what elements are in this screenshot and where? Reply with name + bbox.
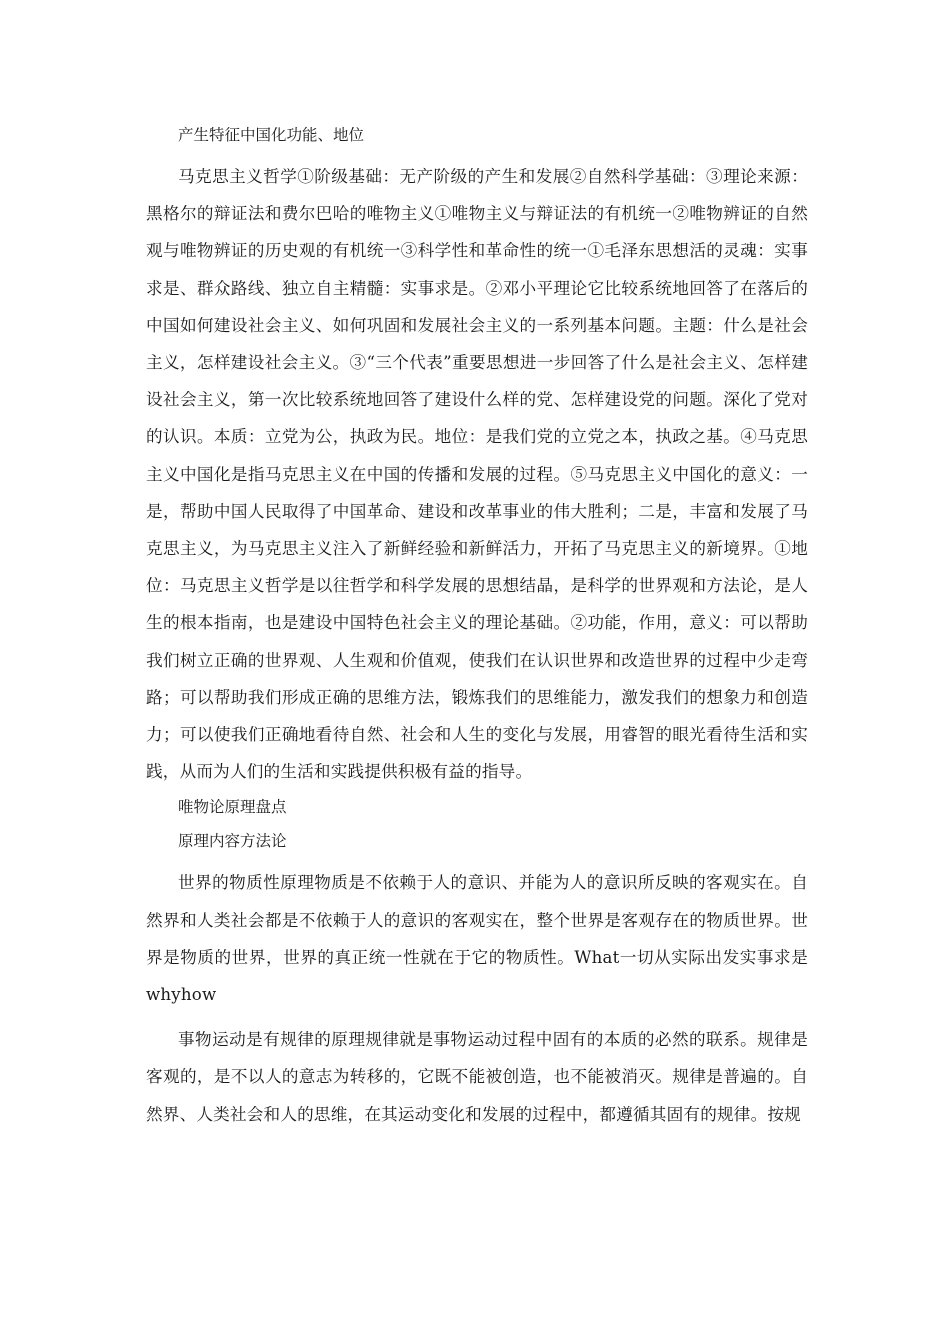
body-paragraph: 世界的物质性原理物质是不依赖于人的意识、并能为人的意识所反映的客观实在。自然界和人类社会都是不依赖于人的意识的客观实在，整个世界是客观存在的物质世界。世界是物质的世界，世界的真正统一性就在于它的物质性。What一切从实际出发实事求是whyhow <box>146 873 808 1005</box>
document-body <box>146 118 808 1133</box>
body-paragraph: 马克思主义哲学①阶级基础：无产阶级的产生和发展②自然科学基础：③理论来源：黑格尔的辩证法和费尔巴哈的唯物主义①唯物主义与辩证法的有机统一②唯物辨证的自然观与唯物辨证的历史观的有机统一③科学性和革命性的统一①毛泽东思想活的灵魂：实事求是、群众路线、独立自主精髓：实事求是。②邓小平理论它比较系统地回答了在落后的中国如何建设社会主义、如何巩固和发展社会主义的一系列基本问题。主题：什么是社会主义，怎样建设社会主义。③“三个代表”重要思想进一步回答了什么是社会主义、怎样建设社会主义，第一次比较系统地回答了建设什么样的党、怎样建设党的问题。深化了党对的认识。本质：立党为公，执政为民。地位：是我们党的立党之本，执政之基。④马克思主义中国化是指马克思主义在中国的传播和发展的过程。⑤马克思主义中国化的意义：一是，帮助中国人民取得了中国革命、建设和改革事业的伟大胜利；二是，丰富和发展了马克思主义，为马克思主义注入了新鲜经验和新鲜活力，开拓了马克思主义的新境界。①地位：马克思主义哲学是以往哲学和科学发展的思想结晶，是科学的世界观和方法论，是人生的根本指南，也是建设中国特色社会主义的理论基础。②功能，作用，意义：可以帮助我们树立正确的世界观、人生观和价值观，使我们在认识世界和改造世界的过程中少走弯路；可以帮助我们形成正确的思维方法，锻炼我们的思维能力，激发我们的想象力和创造力；可以使我们正确地看待自然、社会和人生的变化与发展，用睿智的眼光看待生活和实践，从而为人们的生活和实践提供积极有益的指导。 <box>146 167 808 782</box>
section-heading: 唯物论原理盘点 <box>178 798 287 817</box>
body-paragraph: 事物运动是有规律的原理规律就是事物运动过程中固有的本质的必然的联系。规律是客观的，是不以人的意志为转移的，它既不能被创造，也不能被消灭。规律是普遍的。自然界、人类社会和人的思维，在其运动变化和发展的过程中，都遵循其固有的规律。按规 <box>146 1030 808 1124</box>
section-heading: 产生特征中国化功能、地位 <box>178 126 365 144</box>
section-subheading: 原理内容方法论 <box>178 832 287 851</box>
